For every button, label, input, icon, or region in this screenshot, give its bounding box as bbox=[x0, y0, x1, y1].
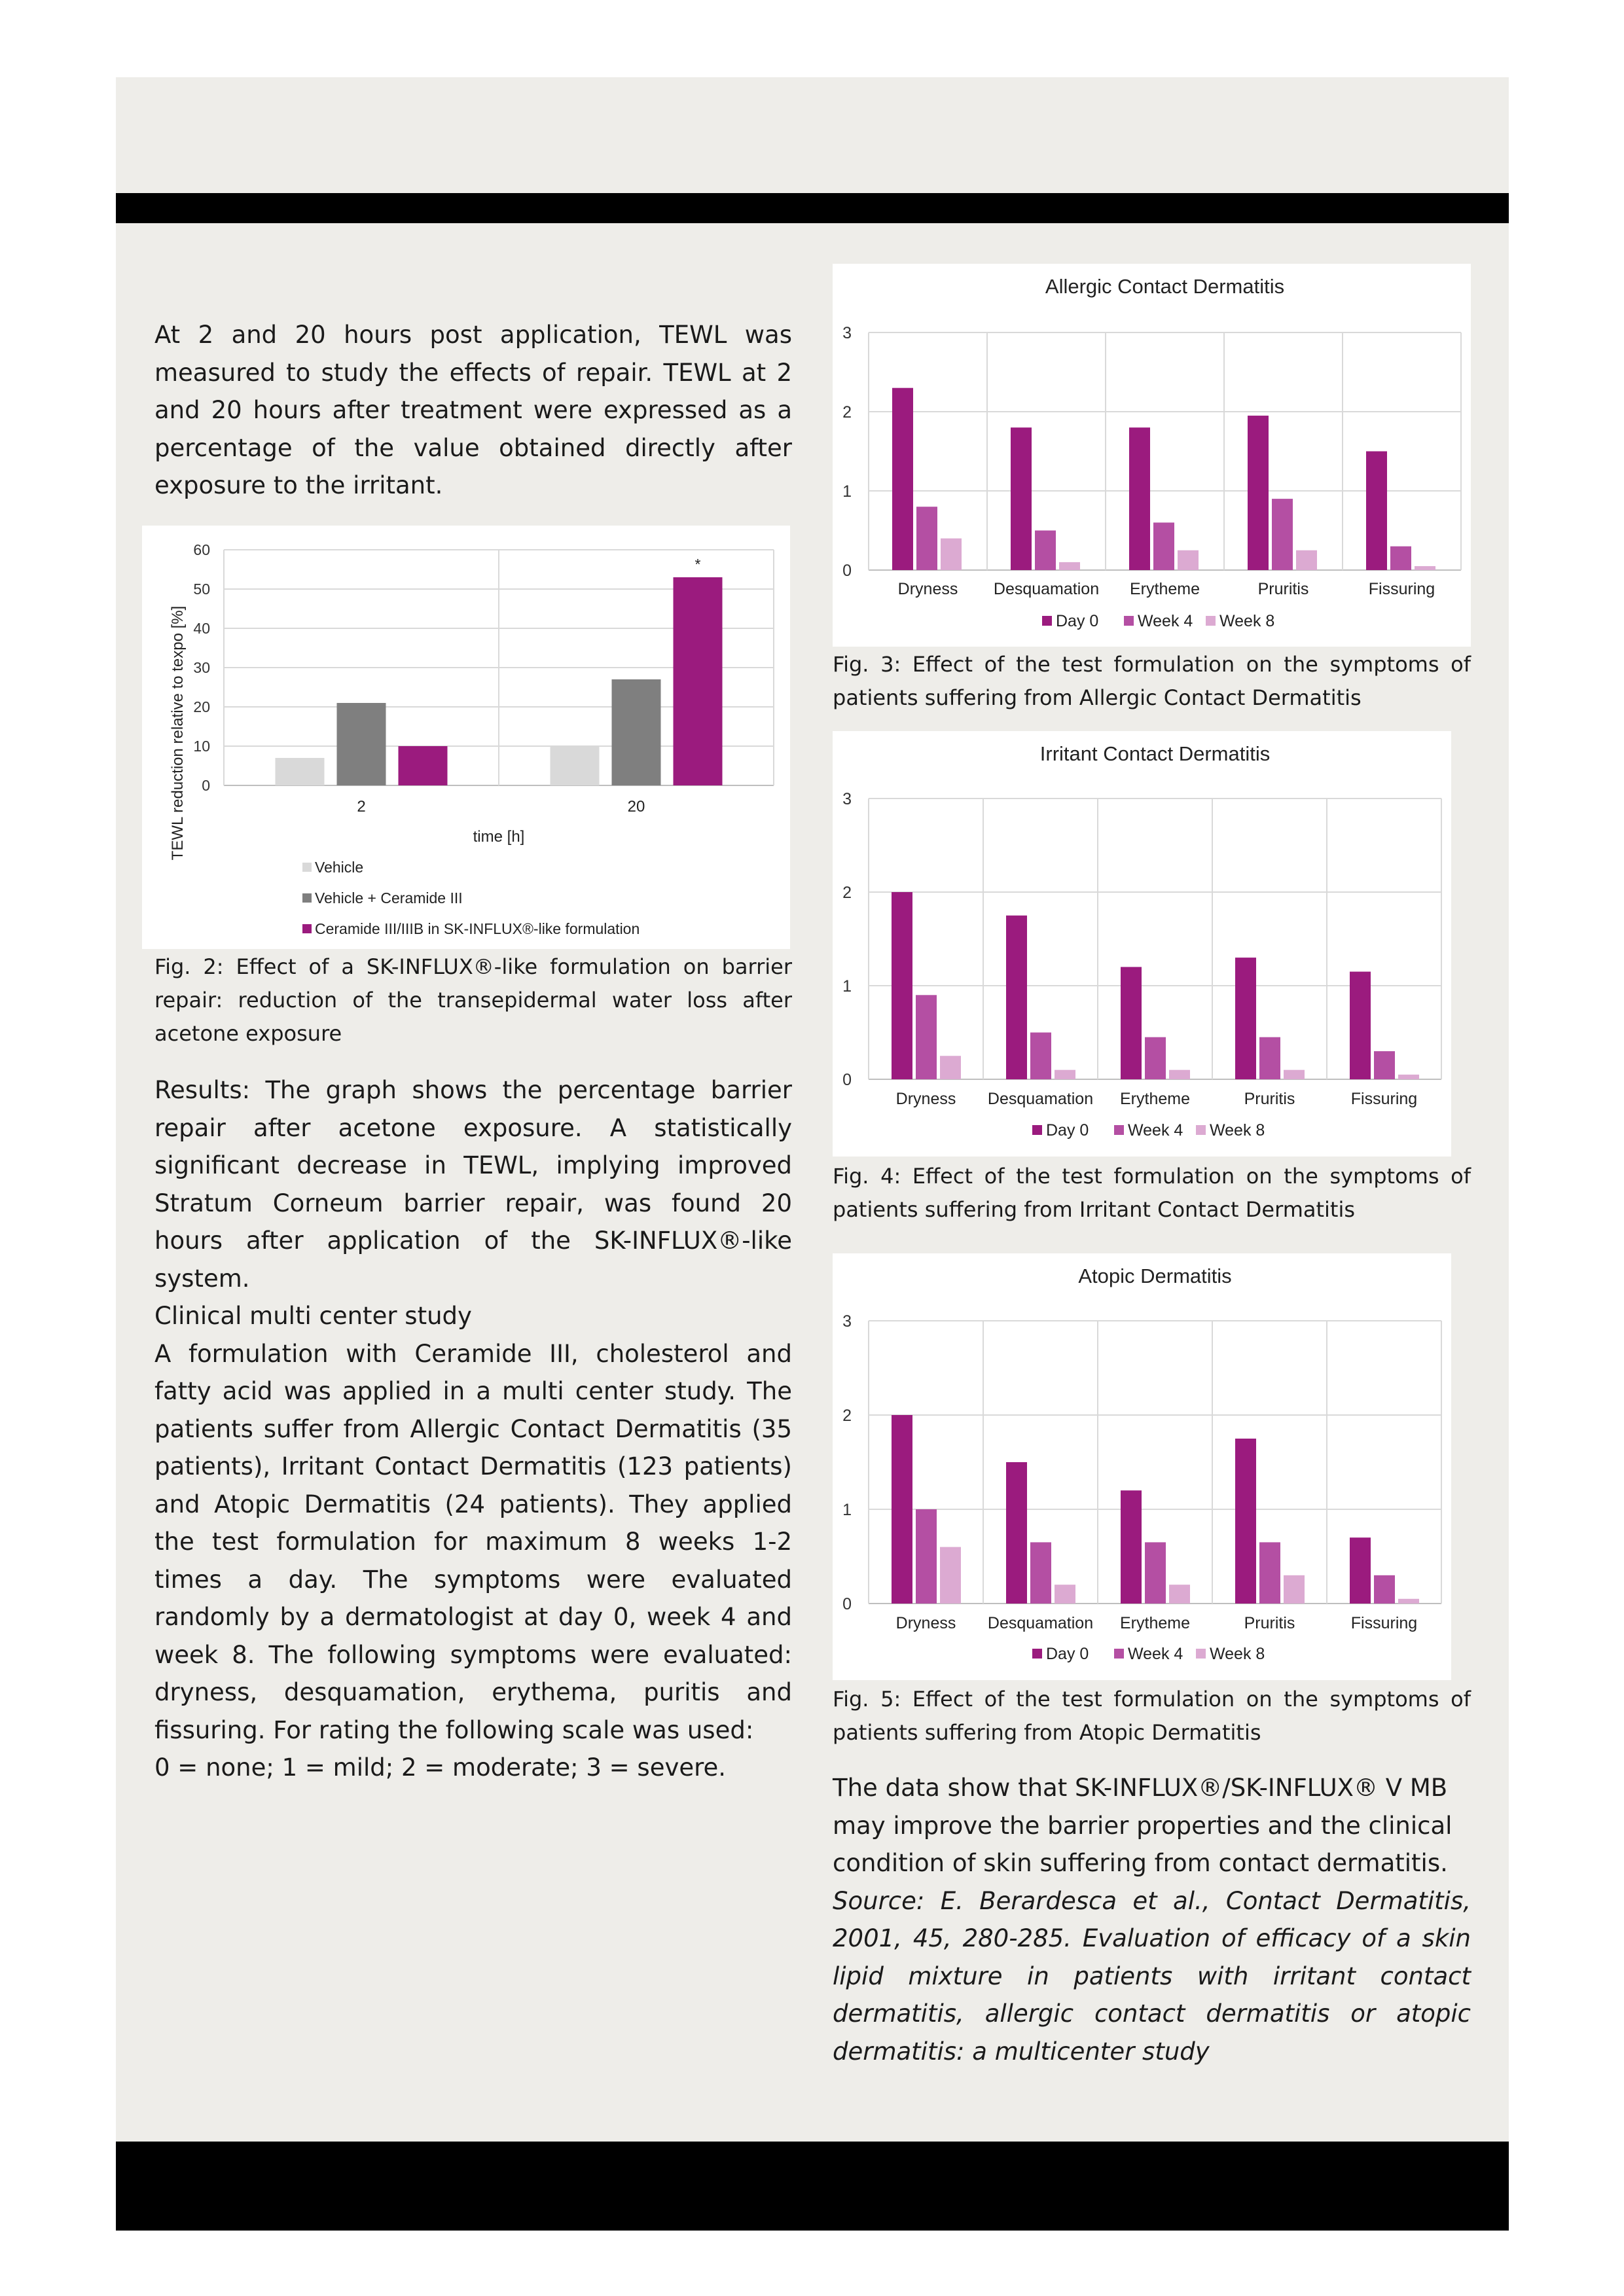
bar-day-0 bbox=[1121, 967, 1142, 1079]
bar-week-8 bbox=[1169, 1070, 1190, 1079]
legend-label: Day 0 bbox=[1046, 1121, 1089, 1139]
bar-week-8 bbox=[940, 1547, 961, 1604]
bar-series-1 bbox=[550, 746, 600, 785]
bar-week-8 bbox=[940, 1056, 961, 1079]
legend-label: Week 4 bbox=[1138, 612, 1193, 630]
x-tick-label: Dryness bbox=[895, 1090, 956, 1108]
y-tick-label: 3 bbox=[842, 790, 852, 808]
chart-title: Irritant Contact Dermatitis bbox=[1039, 742, 1271, 765]
bar-week-4 bbox=[1035, 531, 1056, 571]
chart-title: Atopic Dermatitis bbox=[1078, 1265, 1232, 1287]
legend-label: Day 0 bbox=[1056, 612, 1099, 630]
bar-week-4 bbox=[1030, 1033, 1051, 1080]
bar-week-8 bbox=[1398, 1599, 1419, 1604]
y-tick-label: 40 bbox=[193, 620, 210, 637]
bar-day-0 bbox=[1235, 1439, 1256, 1604]
legend-swatch bbox=[1206, 616, 1216, 626]
legend-swatch bbox=[1114, 1125, 1124, 1135]
legend-label: Vehicle + Ceramide III bbox=[315, 889, 463, 906]
y-tick-label: 10 bbox=[193, 738, 210, 755]
bar-week-4 bbox=[916, 1509, 937, 1604]
legend-label: Week 8 bbox=[1210, 1121, 1265, 1139]
x-tick-label: Desquamation bbox=[987, 1090, 1094, 1108]
bar-series-3 bbox=[399, 746, 448, 785]
x-tick-label: Dryness bbox=[897, 580, 958, 598]
bar-week-4 bbox=[1374, 1051, 1395, 1079]
legend-swatch bbox=[1042, 616, 1052, 626]
conclusion-section bbox=[833, 1769, 1471, 2070]
y-tick-label: 3 bbox=[842, 324, 852, 342]
legend-label: Vehicle bbox=[315, 859, 364, 876]
y-tick-label: 1 bbox=[842, 1501, 852, 1519]
legend-swatch bbox=[1124, 616, 1134, 626]
bar-week-8 bbox=[1178, 550, 1199, 570]
legend-label: Week 4 bbox=[1128, 1645, 1183, 1663]
y-tick-label: 2 bbox=[842, 1407, 852, 1425]
bar-day-0 bbox=[1121, 1490, 1142, 1604]
legend-swatch bbox=[1196, 1649, 1206, 1659]
legend-label: Week 8 bbox=[1219, 612, 1275, 630]
bar-week-4 bbox=[916, 507, 937, 570]
y-tick-label: 1 bbox=[842, 977, 852, 996]
x-tick-label: Desquamation bbox=[993, 580, 1100, 598]
bar-day-0 bbox=[1129, 427, 1150, 570]
legend-swatch bbox=[302, 924, 312, 933]
header-bar bbox=[116, 193, 1509, 223]
x-tick-label: 20 bbox=[627, 798, 645, 816]
x-axis-label: time [h] bbox=[473, 828, 525, 846]
fig3-caption: Fig. 3: Effect of the test formulation on the symptoms of patients suffering from Allergic Contact Dermatitis bbox=[833, 652, 1471, 710]
bar-series-2 bbox=[612, 679, 661, 785]
bar-week-4 bbox=[1272, 499, 1293, 570]
bar-week-4 bbox=[1259, 1542, 1280, 1604]
x-tick-label: Fissuring bbox=[1350, 1090, 1418, 1108]
x-tick-label: Fissuring bbox=[1368, 580, 1435, 598]
legend-label: Week 8 bbox=[1210, 1645, 1265, 1663]
x-tick-label: Erytheme bbox=[1120, 1090, 1190, 1108]
bar-series-2 bbox=[337, 703, 386, 785]
bar-day-0 bbox=[1350, 1537, 1371, 1604]
y-tick-label: 0 bbox=[202, 777, 210, 794]
fig3-chart bbox=[833, 264, 1471, 647]
bar-week-4 bbox=[1259, 1037, 1280, 1079]
scale-line: 0 = none; 1 = mild; 2 = moderate; 3 = severe. bbox=[154, 1753, 727, 1782]
bar-day-0 bbox=[1235, 958, 1256, 1079]
y-tick-label: 3 bbox=[842, 1312, 852, 1331]
y-tick-label: 2 bbox=[842, 884, 852, 902]
bar-day-0 bbox=[1366, 452, 1387, 571]
bar-day-0 bbox=[1350, 972, 1371, 1079]
y-tick-label: 0 bbox=[842, 1071, 852, 1089]
bar-day-0 bbox=[892, 1415, 912, 1604]
bar-series-3 bbox=[674, 577, 723, 785]
fig4-caption: Fig. 4: Effect of the test formulation on the symptoms of patients suffering from Irritant Contact Dermatitis bbox=[833, 1164, 1471, 1222]
bar-day-0 bbox=[1011, 427, 1032, 570]
x-tick-label: Dryness bbox=[895, 1614, 956, 1632]
y-tick-label: 1 bbox=[842, 482, 852, 501]
legend-swatch bbox=[1196, 1125, 1206, 1135]
legend-label: Ceramide III/IIIB in SK-INFLUX®-like formulation bbox=[315, 920, 640, 937]
bar-week-4 bbox=[1374, 1575, 1395, 1604]
allergic-dermatitis-chart bbox=[833, 264, 1471, 647]
x-tick-label: 2 bbox=[357, 798, 366, 816]
x-tick-label: Fissuring bbox=[1350, 1614, 1418, 1632]
y-tick-label: 2 bbox=[842, 403, 852, 422]
bar-week-8 bbox=[1284, 1070, 1305, 1079]
bar-week-8 bbox=[1398, 1075, 1419, 1079]
bar-day-0 bbox=[1006, 916, 1027, 1079]
legend-swatch bbox=[302, 893, 312, 903]
bar-day-0 bbox=[892, 892, 912, 1079]
bar-series-1 bbox=[276, 758, 325, 785]
bar-week-8 bbox=[1415, 566, 1435, 570]
y-tick-label: 0 bbox=[842, 1595, 852, 1613]
intro-paragraph: At 2 and 20 hours post application, TEWL was measured to study the effects of repair. TEWL at 2 and 20 hours after treatment were expressed as a percentage of the value obtained directly after exposure to the irritant. bbox=[154, 321, 792, 499]
results-paragraph: Results: The graph shows the percentage barrier repair after acetone exposure. A statistically significant decrease in TEWL, implying improved Stratum Corneum barrier repair, was found 20 hours after application of the SK-INFLUX®-like system. bbox=[154, 1076, 792, 1293]
fig5-chart bbox=[833, 1253, 1451, 1680]
bar-week-8 bbox=[1169, 1585, 1190, 1604]
fig4-chart bbox=[833, 731, 1451, 1157]
legend-swatch bbox=[302, 863, 312, 872]
conclusion-paragraph: The data show that SK-INFLUX®/SK-INFLUX® V MB may improve the barrier properties and the clinical condition of skin suffering from contact dermatitis. bbox=[833, 1774, 1453, 1877]
study-heading: Clinical multi center study bbox=[154, 1302, 472, 1330]
bar-day-0 bbox=[892, 388, 913, 570]
bar-week-4 bbox=[916, 995, 937, 1079]
x-tick-label: Erytheme bbox=[1120, 1614, 1190, 1632]
x-tick-label: Erytheme bbox=[1130, 580, 1200, 598]
legend-swatch bbox=[1032, 1649, 1042, 1659]
y-tick-label: 60 bbox=[193, 541, 210, 558]
study-paragraph: A formulation with Ceramide III, cholesterol and fatty acid was applied in a multi center study. The patients suffer from Allergic Contact Dermatitis (35 patients), Irritant Contact Dermatitis (123 patients) and Atopic Dermatitis (24 patients). They applied the test formulation for maximum 8 weeks 1-2 times a day. The symptoms were evaluated randomly by a dermatologist at day 0, week 4 and week 8. The following symptoms were evaluated: dryness, desquamation, erythema, puritis and fissuring. For rating the following scale was used: bbox=[154, 1339, 792, 1744]
x-tick-label: Pruritis bbox=[1257, 580, 1309, 598]
x-tick-label: Desquamation bbox=[987, 1614, 1094, 1632]
bar-week-4 bbox=[1390, 547, 1411, 570]
bar-week-8 bbox=[1055, 1070, 1075, 1079]
legend-label: Week 4 bbox=[1128, 1121, 1183, 1139]
x-tick-label: Pruritis bbox=[1244, 1614, 1295, 1632]
y-tick-label: 50 bbox=[193, 581, 210, 598]
fig2-caption: Fig. 2: Effect of a SK-INFLUX®-like formulation on barrier repair: reduction of the transepidermal water loss after acetone exposure bbox=[154, 954, 792, 1046]
y-tick-label: 30 bbox=[193, 659, 210, 676]
tewl-bar-chart bbox=[142, 526, 790, 949]
bar-week-8 bbox=[1059, 562, 1080, 570]
source-citation: Source: E. Berardesca et al., Contact Dermatitis, 2001, 45, 280-285. Evaluation of efficacy of a skin lipid mixture in patients with irritant contact dermatitis, allergic contact dermatitis or atopic dermatitis: a multicenter study bbox=[833, 1886, 1471, 2066]
legend-swatch bbox=[1032, 1125, 1042, 1135]
atopic-dermatitis-chart bbox=[833, 1253, 1451, 1680]
chart-title: Allergic Contact Dermatitis bbox=[1045, 275, 1285, 298]
bar-week-8 bbox=[1055, 1585, 1075, 1604]
fig5-caption: Fig. 5: Effect of the test formulation on the symptoms of patients suffering from Atopic Dermatitis bbox=[833, 1687, 1471, 1745]
bar-week-4 bbox=[1153, 522, 1174, 570]
bar-day-0 bbox=[1248, 416, 1269, 570]
legend-label: Day 0 bbox=[1046, 1645, 1089, 1663]
bar-week-8 bbox=[1296, 550, 1317, 570]
bar-week-4 bbox=[1145, 1542, 1166, 1604]
y-axis-label: TEWL reduction relative to texpo [%] bbox=[169, 605, 187, 861]
footer-bar bbox=[116, 2142, 1509, 2231]
y-tick-label: 0 bbox=[842, 562, 852, 580]
irritant-dermatitis-chart bbox=[833, 731, 1451, 1157]
significance-marker: * bbox=[695, 556, 701, 573]
bar-week-8 bbox=[941, 539, 962, 570]
bar-day-0 bbox=[1006, 1462, 1027, 1604]
x-tick-label: Pruritis bbox=[1244, 1090, 1295, 1108]
bar-week-4 bbox=[1030, 1542, 1051, 1604]
y-tick-label: 20 bbox=[193, 698, 210, 715]
results-section bbox=[154, 1071, 792, 1787]
legend-swatch bbox=[1114, 1649, 1124, 1659]
fig2-chart bbox=[142, 526, 790, 949]
bar-week-8 bbox=[1284, 1575, 1305, 1604]
bar-week-4 bbox=[1145, 1037, 1166, 1079]
